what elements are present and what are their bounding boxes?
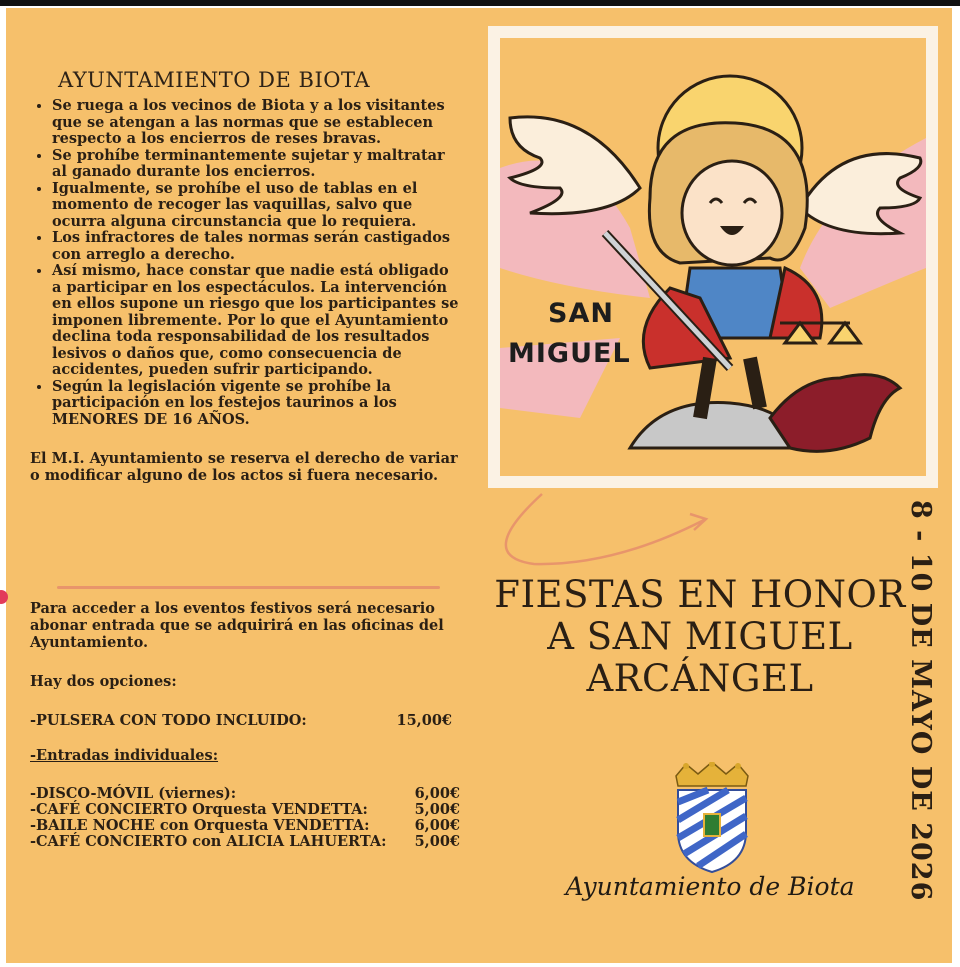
dragon xyxy=(770,375,900,452)
rule-item: • Se ruega a los vecinos de Biota y a los visitantes que se atengan a las normas que se establecen respecto a los encierros de reses bravas. xyxy=(52,98,460,148)
face xyxy=(682,161,782,265)
top-border xyxy=(0,0,960,6)
individual-title: -Entradas individuales: xyxy=(30,747,219,764)
rule-item: • Según la legislación vigente se prohíbe la participación en los festejos taurinos a los MENORES DE 16 AÑOS. xyxy=(52,379,460,429)
rules-column xyxy=(30,58,460,499)
ticket-price: 6,00€ xyxy=(414,817,460,834)
reserve-note: El M.I. Ayuntamiento se reserva el derecho de variar o modificar alguno de los actos si fuera necesario. xyxy=(30,450,458,484)
pulsera-price: 15,00€ xyxy=(396,712,452,729)
ticket-price: 6,00€ xyxy=(414,785,460,802)
rules-list xyxy=(30,98,460,428)
pulsera-label: -PULSERA CON TODO INCLUIDO: xyxy=(30,712,307,729)
rule-item: • Se prohíbe terminantemente sujetar y maltratar al ganado durante los encierros. xyxy=(52,148,460,181)
options-title: Hay dos opciones: xyxy=(30,673,177,690)
access-intro: Para acceder a los eventos festivos será necesario abonar entrada que se adquirirá en las oficinas del Ayuntamiento. xyxy=(30,600,444,651)
archangel-illustration xyxy=(500,38,926,476)
dates-vertical: 8 - 10 DE MAYO DE 2026 xyxy=(905,500,936,902)
ticket-row xyxy=(30,786,460,802)
san-label: SAN xyxy=(548,298,614,329)
ticket-label: -CAFÉ CONCIERTO con ALICIA LAHUERTA: xyxy=(30,833,387,850)
title-line: ARCÁNGEL xyxy=(586,657,814,700)
rule-item: • Los infractores de tales normas serán castigados con arreglo a derecho. xyxy=(52,230,460,263)
access-section xyxy=(30,600,460,850)
divider-line xyxy=(57,586,440,589)
saint-illustration xyxy=(500,38,926,476)
heading: AYUNTAMIENTO DE BIOTA xyxy=(58,68,370,92)
arrow-decoration xyxy=(494,486,714,576)
title-line: FIESTAS EN HONOR xyxy=(494,573,906,616)
ticket-price: 5,00€ xyxy=(414,833,460,850)
title-line: A SAN MIGUEL xyxy=(547,615,853,658)
saint-illustration-frame xyxy=(488,26,938,488)
rule-item: • Así mismo, hace constar que nadie está obligado a participar en los espectáculos. La intervención en ellos supone un riesgo que los participantes se imponen libremente. Por lo que el Ayuntamiento declina toda responsabilidad de los resultados lesivos o daños que, como consecuencia de accidentes, pueden sufrir participando. xyxy=(52,263,460,379)
festival-title xyxy=(490,574,910,700)
signature: Ayuntamiento de Biota xyxy=(565,872,855,901)
ticket-row xyxy=(30,834,460,850)
ticket-row xyxy=(30,802,460,818)
rule-item: • Igualmente, se prohíbe el uso de tablas en el momento de recoger las vaquillas, salvo que ocurra alguna circunstancia que lo requiera. xyxy=(52,181,460,231)
ticket-label: -BAILE NOCHE con Orquesta VENDETTA: xyxy=(30,817,370,834)
ticket-list xyxy=(30,786,460,850)
ticket-price: 5,00€ xyxy=(414,801,460,818)
miguel-label: MIGUEL xyxy=(508,338,631,369)
ticket-label: -DISCO-MÓVIL (viernes): xyxy=(30,785,237,802)
ticket-label: -CAFÉ CONCIERTO Orquesta VENDETTA: xyxy=(30,801,368,818)
ticket-row xyxy=(30,818,460,834)
pulsera-row xyxy=(30,712,460,729)
coat-of-arms-icon xyxy=(668,762,756,874)
